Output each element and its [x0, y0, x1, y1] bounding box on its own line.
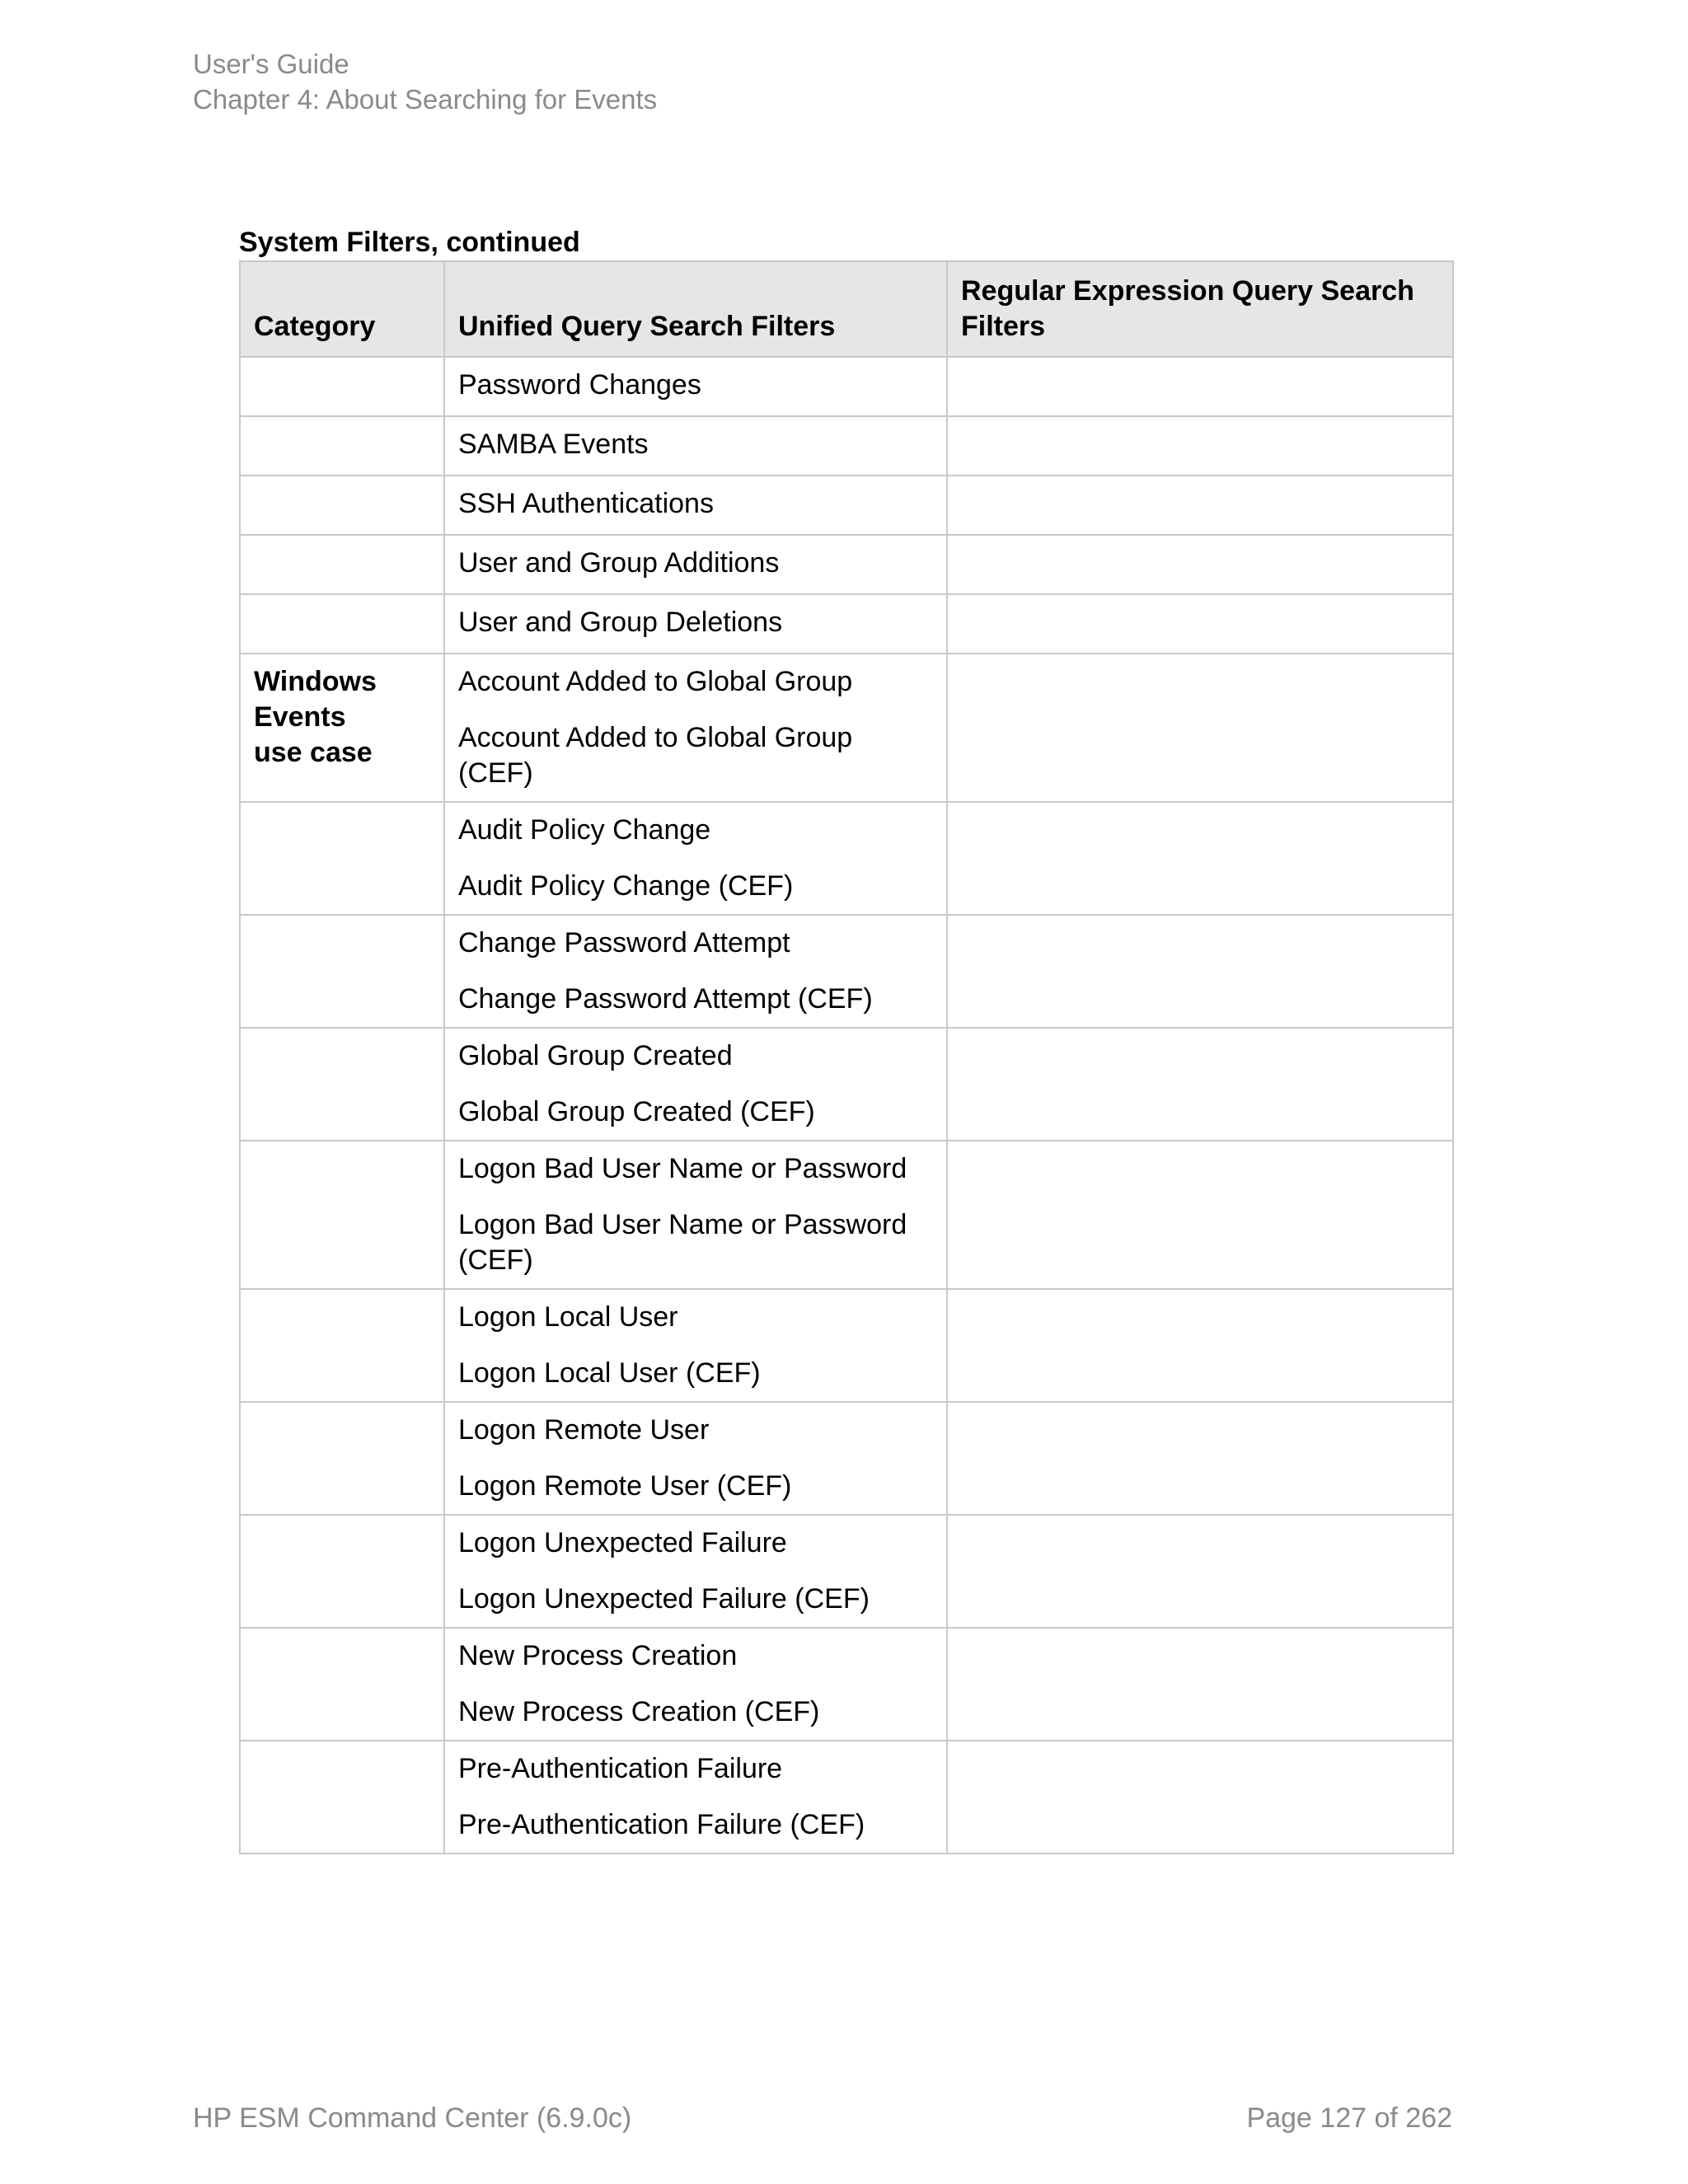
- filter-name: Change Password Attempt: [458, 927, 790, 958]
- chapter-title: Chapter 4: About Searching for Events: [193, 84, 658, 115]
- category-cell: [240, 1402, 444, 1515]
- table-body: [240, 357, 1453, 1854]
- regex-query-filters-cell: [947, 802, 1453, 915]
- table-row: [240, 654, 1453, 802]
- column-header-regex-query: Regular Expression Query Search Filters: [947, 261, 1453, 357]
- category-cell: [240, 357, 444, 416]
- category-cell: [240, 1028, 444, 1141]
- filter-name: Logon Remote User: [458, 1414, 710, 1446]
- unified-query-filters-cell: [444, 1515, 947, 1628]
- filter-name: Change Password Attempt (CEF): [458, 983, 873, 1015]
- filter-name: Logon Bad User Name or Password: [458, 1153, 907, 1184]
- regex-query-filters-cell: [947, 1628, 1453, 1741]
- table-row: [240, 1741, 1453, 1854]
- filter-name: Audit Policy Change: [458, 814, 711, 846]
- filter-name: New Process Creation (CEF): [458, 1696, 820, 1727]
- guide-title: User's Guide: [193, 49, 349, 79]
- category-cell: [240, 1141, 444, 1289]
- table-row: [240, 416, 1453, 476]
- regex-query-filters-cell: [947, 416, 1453, 476]
- table-row: [240, 476, 1453, 535]
- regex-query-filters-cell: [947, 1515, 1453, 1628]
- table-row: [240, 1402, 1453, 1515]
- running-header: [193, 46, 657, 117]
- table-caption: System Filters, continued: [239, 227, 580, 258]
- category-cell: [240, 802, 444, 915]
- category-cell: [240, 476, 444, 535]
- regex-query-filters-cell: [947, 1289, 1453, 1402]
- unified-query-filters-cell: [444, 476, 947, 535]
- table-row: [240, 1141, 1453, 1289]
- filter-name: Logon Local User (CEF): [458, 1357, 761, 1389]
- filter-name: Account Added to Global Group (CEF): [458, 722, 853, 789]
- regex-query-filters-cell: [947, 535, 1453, 594]
- filter-name: SAMBA Events: [458, 429, 649, 460]
- unified-query-filters-cell: [444, 1028, 947, 1141]
- category-cell: [240, 1628, 444, 1741]
- unified-query-filters-cell: [444, 1628, 947, 1741]
- filter-name: Logon Remote User (CEF): [458, 1470, 792, 1502]
- category-cell: [240, 1515, 444, 1628]
- table-row: [240, 1028, 1453, 1141]
- regex-query-filters-cell: [947, 1402, 1453, 1515]
- filter-name: SSH Authentications: [458, 488, 714, 519]
- regex-query-filters-cell: [947, 654, 1453, 802]
- unified-query-filters-cell: [444, 416, 947, 476]
- regex-query-filters-cell: [947, 1141, 1453, 1289]
- unified-query-filters-cell: [444, 1741, 947, 1854]
- category-cell: [240, 915, 444, 1028]
- regex-query-filters-cell: [947, 1741, 1453, 1854]
- category-cell: [240, 416, 444, 476]
- category-cell: [240, 594, 444, 654]
- table-row: [240, 594, 1453, 654]
- regex-query-filters-cell: [947, 915, 1453, 1028]
- unified-query-filters-cell: [444, 535, 947, 594]
- category-cell: [240, 654, 444, 802]
- filter-name: Account Added to Global Group: [458, 666, 853, 697]
- regex-query-filters-cell: [947, 476, 1453, 535]
- filter-name: Global Group Created (CEF): [458, 1096, 815, 1127]
- filter-name: Logon Unexpected Failure: [458, 1527, 787, 1558]
- unified-query-filters-cell: [444, 1402, 947, 1515]
- filter-name: Pre-Authentication Failure (CEF): [458, 1809, 865, 1840]
- filter-name: User and Group Deletions: [458, 607, 783, 638]
- filter-name: User and Group Additions: [458, 547, 780, 579]
- filter-name: Logon Unexpected Failure (CEF): [458, 1583, 870, 1615]
- unified-query-filters-cell: [444, 357, 947, 416]
- regex-query-filters-cell: [947, 1028, 1453, 1141]
- table-header-row: [240, 261, 1453, 357]
- filter-name: Logon Local User: [458, 1301, 678, 1333]
- unified-query-filters-cell: [444, 1141, 947, 1289]
- footer-product: HP ESM Command Center (6.9.0c): [193, 2102, 632, 2134]
- table-row: [240, 1289, 1453, 1402]
- unified-query-filters-cell: [444, 654, 947, 802]
- unified-query-filters-cell: [444, 915, 947, 1028]
- category-label: Windows: [254, 666, 377, 697]
- category-cell: [240, 535, 444, 594]
- table-row: [240, 1628, 1453, 1741]
- filter-name: Logon Bad User Name or Password (CEF): [458, 1209, 907, 1276]
- category-label: Events: [254, 701, 346, 733]
- table-row: [240, 1515, 1453, 1628]
- filter-name: Audit Policy Change (CEF): [458, 870, 794, 902]
- column-header-unified-query: Unified Query Search Filters: [444, 261, 947, 357]
- filter-name: New Process Creation: [458, 1640, 738, 1671]
- category-label: use case: [254, 737, 373, 768]
- filter-name: Password Changes: [458, 369, 701, 401]
- unified-query-filters-cell: [444, 1289, 947, 1402]
- table-row: [240, 535, 1453, 594]
- table-row: [240, 802, 1453, 915]
- table-row: [240, 357, 1453, 416]
- regex-query-filters-cell: [947, 357, 1453, 416]
- category-cell: [240, 1289, 444, 1402]
- category-cell: [240, 1741, 444, 1854]
- unified-query-filters-cell: [444, 594, 947, 654]
- unified-query-filters-cell: [444, 802, 947, 915]
- column-header-category: Category: [240, 261, 444, 357]
- filter-name: Pre-Authentication Failure: [458, 1753, 783, 1784]
- system-filters-table: [239, 260, 1454, 1854]
- footer-page-number: Page 127 of 262: [1246, 2102, 1452, 2134]
- regex-query-filters-cell: [947, 594, 1453, 654]
- table-row: [240, 915, 1453, 1028]
- filter-name: Global Group Created: [458, 1040, 733, 1071]
